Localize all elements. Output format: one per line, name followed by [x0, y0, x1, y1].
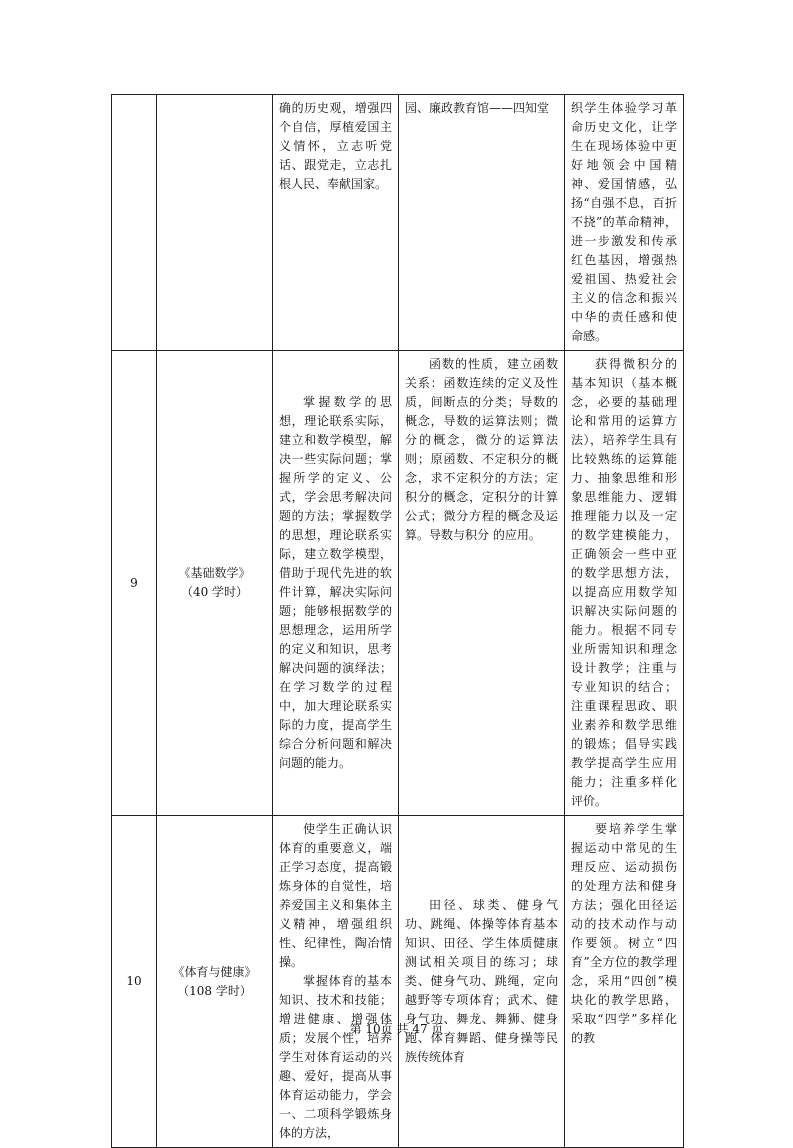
course-number-cell: 10 [112, 816, 157, 1148]
course-content-cell [399, 95, 565, 351]
objective-paragraph: 掌握数学的思想，理论联系实际，建立和数学模型，解决一些实际问题；掌握所学的定义、公式，学会思考解决问题的方法；掌握数学的思想，理论联系实际，建立数学模型，借助于现代先进的软件计算，解决实际问题；能够根据数学的思想理念，运用所学的定义和知识，思考解决问题的演绎法；在学习数学的过程中，加大理论联系实际的力度，提高学生综合分析问题和解决问题的能力。 [279, 395, 392, 770]
course-hours: （40 学时） [180, 585, 249, 599]
table-row [112, 351, 684, 816]
course-name: 《基础数学》 [178, 566, 251, 580]
course-number-cell: 9 [112, 351, 157, 816]
course-objectives-cell [273, 816, 399, 1148]
content-paragraph: 园、廉政教育馆——四知堂 [405, 101, 550, 115]
course-content-cell [399, 351, 565, 816]
curriculum-table [111, 94, 684, 1148]
requirements-paragraph: 织学生体验学习革命历史文化，让学生在现场体验中更好地领会中国精神、爱国情感，弘扬“自强不息，百折不挠”的革命精神，进一步激发和传承红色基因，增强热爱祖国、热爱社会主义的信念和振兴中华的责任感和使命感。 [571, 101, 677, 343]
course-content-cell [399, 816, 565, 1148]
course-objectives-cell [273, 351, 399, 816]
objective-paragraph: 掌握体育的基本知识、技术和技能；增进健康、增强体质；发展个性，培养学生对体育运动的兴趣、爱好，提高从事体育运动能力，学会一、二项科学锻炼身体的方法， [279, 974, 392, 1140]
course-name-cell [157, 95, 273, 351]
course-number-cell [112, 95, 157, 351]
course-hours: （108 学时） [177, 983, 252, 998]
requirements-paragraph: 要培养学生掌握运动中常见的生理反应、运动损伤的处理方法和健身方法；强化田径运动的技术动作与动作要领。树立“四育”全方位的教学理念，采用“四创”模块化的教学思路，采取“四学”多样化的教 [571, 822, 677, 1045]
requirements-paragraph: 获得微积分的基本知识（基本概念，必要的基础理论和常用的运算方法），培养学生具有比较熟练的运算能力、抽象思维和形象思维能力、逻辑推理能力以及一定的数学建模能力，正确领会一些中亚的数学思想方法，以提高应用数学知识解决实际问题的能力。根据不同专业所需知识和理念设计教学；注重与专业知识的结合；注重课程思政、职业素养和数学思维的锻炼；倡导实践教学提高学生应用能力；注重多样化评价。 [571, 357, 677, 808]
course-name-cell [157, 816, 273, 1148]
objective-paragraph: 确的历史观，增强四个自信，厚植爱国主义情怀，立志听党话、跟党走，立志扎根人民、奉献国家。 [279, 101, 392, 191]
teaching-requirements-cell [565, 351, 684, 816]
table-row [112, 95, 684, 351]
course-name-cell [157, 351, 273, 816]
course-objectives-cell [273, 95, 399, 351]
content-paragraph: 田径、球类、健身气功、跳绳、体操等体育基本知识、田径、学生体质健康测试相关项目的练习；球类、健身气功、跳绳，定向越野等专项体育；武术、健身气功、舞龙、舞狮、健身跑、体育舞蹈、健身操等民族传统体育 [405, 898, 558, 1064]
objective-paragraph: 使学生正确认识体育的重要意义，端正学习态度，提高锻炼身体的自觉性，培养爱国主义和集体主义精神，增强组织性、纪律性，陶冶情操。 [279, 822, 392, 969]
course-name: 《体育与健康》 [172, 964, 257, 979]
page-number-footer: 第 10页 共 47 页 [349, 1022, 444, 1036]
content-paragraph: 函数的性质，建立函数关系：函数连续的定义及性质，间断点的分类；导数的概念，导数的运算法则；微分的概念，微分的运算法则；原函数、不定积分的概念，求不定积分的方法；定积分的概念，定积分的计算公式；微分方程的概念及运算。导数与积分 的应用。 [405, 357, 558, 542]
teaching-requirements-cell [565, 95, 684, 351]
table-row [112, 816, 684, 1148]
teaching-requirements-cell [565, 816, 684, 1148]
